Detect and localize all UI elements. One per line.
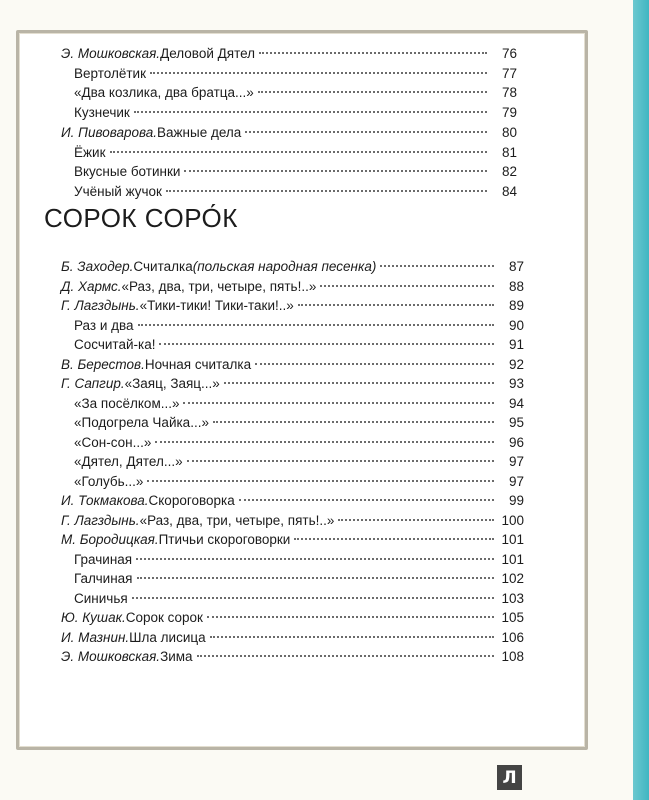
dot-leader: [110, 151, 488, 153]
dot-leader: [207, 616, 494, 618]
entry-page-number: 88: [508, 278, 524, 294]
toc-entry: [61, 125, 517, 145]
entry-page-number: 76: [501, 46, 517, 61]
entry-title: «Раз, два, три, четыре, пять!..»: [121, 278, 317, 294]
entry-author: Ю. Кушак.: [61, 610, 126, 625]
entry-title: Важные дела: [157, 124, 242, 140]
entry-author: В. Берестов.: [61, 356, 145, 372]
dot-leader: [258, 91, 487, 93]
entry-page-number: 101: [501, 551, 524, 567]
dot-leader: [298, 304, 494, 306]
dot-leader: [259, 52, 487, 54]
entry-author: Г. Лагздынь.: [61, 512, 140, 528]
toc-entry: [74, 164, 517, 184]
entry-page-number: 78: [501, 85, 517, 101]
entry-title: «Тики-тики! Тики-таки!..»: [139, 298, 294, 313]
entry-title: «Сон-сон...»: [74, 434, 152, 450]
dot-leader: [338, 519, 494, 521]
toc-entry: [74, 552, 524, 572]
entry-page-number: 96: [508, 434, 524, 450]
entry-title: Галчиная: [74, 571, 133, 586]
dot-leader: [294, 538, 494, 540]
entry-page-number: 102: [501, 571, 524, 586]
entry-author: Э. Мошковская.: [61, 46, 161, 61]
entry-title: «Два козлика, два братца...»: [74, 85, 254, 101]
dot-leader: [210, 636, 494, 638]
entry-title: Кузнечик: [74, 105, 130, 121]
entry-title: Синичья: [74, 590, 128, 606]
dot-leader: [183, 402, 494, 404]
dot-leader: [187, 460, 494, 462]
toc-entry: [74, 318, 524, 338]
entry-author: И. Мазнин.: [61, 629, 130, 645]
entry-title: Скороговорка: [148, 493, 235, 508]
toc-entry: [74, 337, 524, 357]
page-edge-strip: [633, 0, 649, 800]
entry-title: Вертолётик: [74, 65, 146, 81]
toc-entry: [61, 279, 524, 299]
toc-entry: [61, 532, 524, 552]
dot-leader: [136, 558, 494, 560]
dot-leader: [245, 131, 487, 133]
entry-author: И. Токмакова.: [61, 493, 149, 508]
entry-title: Птичьи скороговорки: [158, 532, 291, 547]
toc-entry: [74, 591, 524, 611]
entry-page-number: 79: [501, 105, 517, 121]
entry-author: Д. Хармс.: [61, 278, 122, 294]
entry-title: Раз и два: [74, 317, 134, 333]
dot-leader: [159, 343, 494, 345]
toc-entry: [74, 454, 524, 474]
entry-author: Э. Мошковская.: [61, 649, 161, 664]
toc-entry: [74, 184, 517, 204]
toc-entry: [61, 493, 524, 513]
entry-title: «Дятел, Дятел...»: [74, 454, 183, 469]
entry-title: Грачиная: [74, 551, 133, 567]
entry-title: Считалка: [133, 259, 193, 274]
dot-leader: [320, 285, 494, 287]
entry-title: «Подогрела Чайка...»: [74, 415, 209, 430]
dot-leader: [184, 170, 487, 172]
entry-page-number: 90: [508, 317, 524, 333]
entry-note: (польская народная песенка): [192, 259, 377, 274]
entry-title: Ночная считалка: [144, 356, 252, 372]
entry-page-number: 80: [501, 124, 517, 140]
dot-leader: [138, 324, 494, 326]
entry-title: Шла лисица: [129, 629, 206, 645]
toc-entry: [61, 259, 524, 279]
entry-page-number: 97: [508, 473, 524, 489]
dot-leader: [150, 72, 487, 74]
publisher-logo-icon: Л: [497, 765, 522, 790]
entry-page-number: 106: [501, 629, 524, 645]
toc-entry: [61, 649, 524, 669]
toc-entry: [74, 396, 524, 416]
dot-leader: [239, 499, 494, 501]
entry-title: Вкусные ботинки: [74, 164, 181, 180]
entry-page-number: 94: [508, 395, 524, 411]
entry-page-number: 89: [508, 298, 524, 313]
dot-leader: [134, 111, 487, 113]
toc-entry: [61, 513, 524, 533]
dot-leader: [197, 655, 494, 657]
entry-page-number: 92: [508, 356, 524, 372]
entry-page-number: 87: [508, 259, 524, 274]
toc-entry: [61, 46, 517, 66]
toc-entry: [74, 85, 517, 105]
toc-entry: [61, 357, 524, 377]
toc-entry: [74, 105, 517, 125]
section-title: СОРОК СОРО́К: [44, 203, 238, 233]
toc-entry: [61, 610, 524, 630]
entry-page-number: 101: [501, 532, 524, 547]
toc-entry: [74, 66, 517, 86]
entry-title: «Заяц, Заяц...»: [124, 376, 220, 391]
entry-title: «За посёлком...»: [74, 395, 180, 411]
toc-entry: [61, 630, 524, 650]
entry-page-number: 103: [501, 590, 524, 606]
toc-entry: [74, 145, 517, 165]
dot-leader: [380, 265, 494, 267]
entry-title: Сорок сорок: [125, 610, 203, 625]
dot-leader: [137, 577, 495, 579]
entry-page-number: 84: [501, 183, 517, 199]
entry-author: Г. Сапгир.: [61, 376, 125, 391]
entry-page-number: 77: [501, 65, 517, 81]
entry-author: Б. Заходер.: [61, 259, 134, 274]
entry-author: И. Пивоварова.: [61, 124, 157, 140]
toc-entry: [74, 415, 524, 435]
entry-page-number: 100: [501, 512, 524, 528]
dot-leader: [132, 597, 494, 599]
entry-page-number: 91: [508, 337, 524, 352]
entry-page-number: 93: [508, 376, 524, 391]
toc-entry: [74, 571, 524, 591]
entry-title: «Голубь...»: [74, 473, 144, 489]
entry-page-number: 82: [501, 164, 517, 180]
dot-leader: [224, 382, 494, 384]
toc-entry: [74, 435, 524, 455]
dot-leader: [255, 363, 494, 365]
entry-title: Учёный жучок: [74, 183, 162, 199]
entry-page-number: 95: [508, 415, 524, 430]
entry-title: Деловой Дятел: [160, 46, 256, 61]
entry-title: «Раз, два, три, четыре, пять!..»: [139, 512, 335, 528]
toc-entry: [61, 376, 524, 396]
entry-page-number: 81: [501, 144, 517, 160]
dot-leader: [166, 190, 487, 192]
entry-title: Зима: [160, 649, 193, 664]
entry-title: Ёжик: [74, 144, 106, 160]
dot-leader: [213, 421, 494, 423]
entry-author: М. Бородицкая.: [61, 532, 159, 547]
entry-author: Г. Лагздынь.: [61, 298, 140, 313]
toc-entry: [74, 474, 524, 494]
dot-leader: [155, 441, 494, 443]
dot-leader: [147, 480, 494, 482]
entry-title: Сосчитай-ка!: [74, 337, 156, 352]
entry-page-number: 97: [508, 454, 524, 469]
toc-entry: [61, 298, 524, 318]
entry-page-number: 99: [508, 493, 524, 508]
entry-page-number: 105: [501, 610, 524, 625]
entry-page-number: 108: [501, 649, 524, 664]
